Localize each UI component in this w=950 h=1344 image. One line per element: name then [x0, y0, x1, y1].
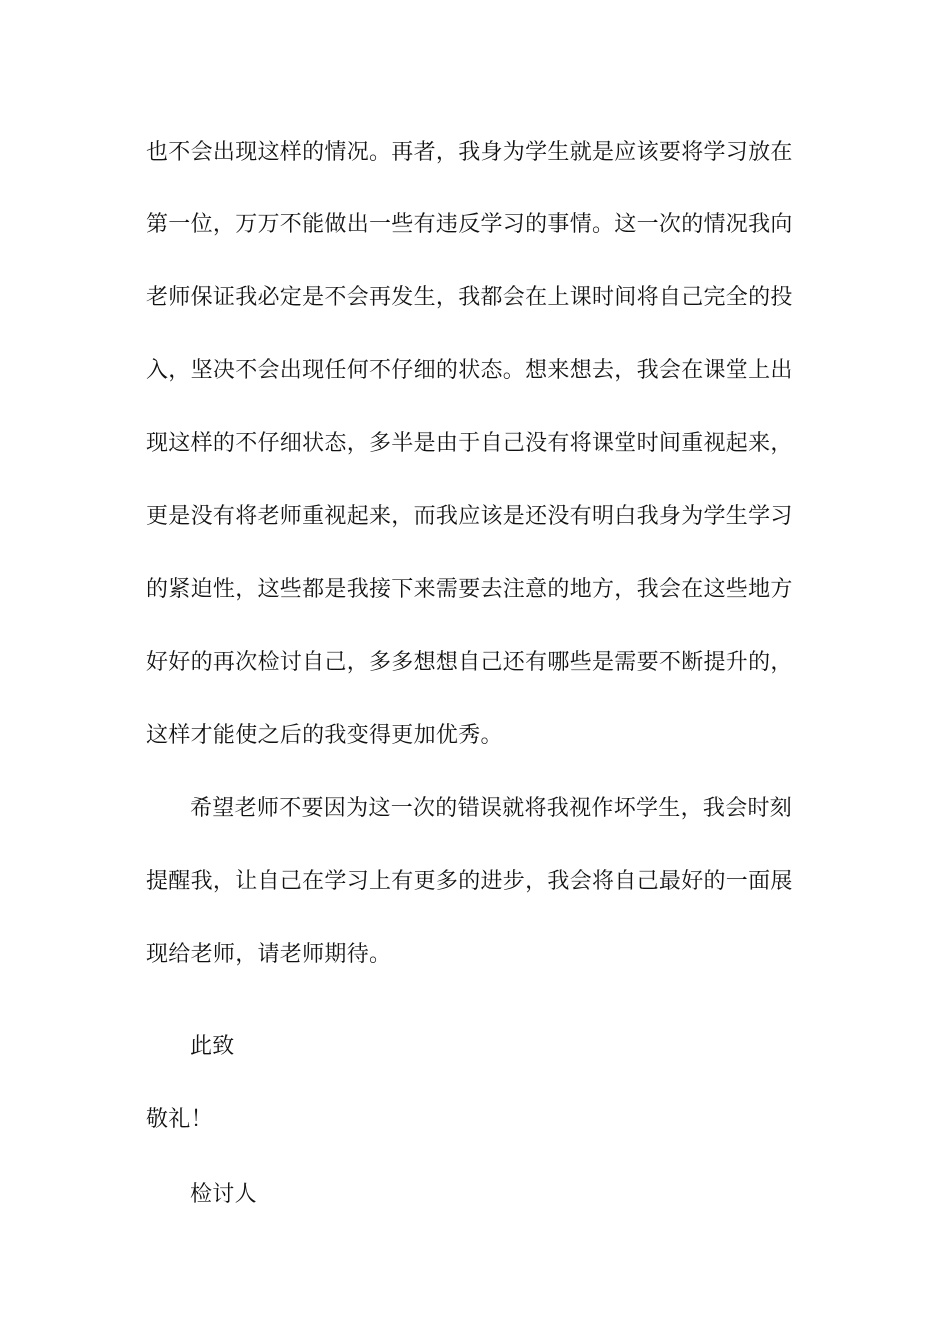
signature-label: 检讨人 [190, 1182, 257, 1207]
closing-salutation: 此致 [190, 1034, 235, 1059]
paragraph-line: 好好的再次检讨自己，多多想想自己还有哪些是需要不断提升的， [146, 650, 793, 675]
paragraph-line: 的紧迫性，这些都是我接下来需要去注意的地方，我会在这些地方 [146, 577, 793, 602]
paragraph-line: 现这样的不仔细状态，多半是由于自己没有将课堂时间重视起来， [146, 431, 793, 456]
paragraph-line: 提醒我，让自己在学习上有更多的进步，我会将自己最好的一面展 [146, 869, 793, 894]
paragraph-line: 第一位，万万不能做出一些有违反学习的事情。这一次的情况我向 [146, 212, 793, 237]
closing-regards: 敬礼！ [146, 1107, 213, 1132]
paragraph-line: 更是没有将老师重视起来，而我应该是还没有明白我身为学生学习 [146, 504, 793, 529]
paragraph-line: 老师保证我必定是不会再发生，我都会在上课时间将自己完全的投 [146, 285, 793, 310]
paragraph-line: 这样才能使之后的我变得更加优秀。 [146, 723, 503, 748]
paragraph-line: 现给老师，请老师期待。 [146, 942, 392, 967]
paragraph-line: 希望老师不要因为这一次的错误就将我视作坏学生，我会时刻 [190, 796, 793, 821]
paragraph-line: 入，坚决不会出现任何不仔细的状态。想来想去，我会在课堂上出 [146, 358, 793, 383]
paragraph-line: 也不会出现这样的情况。再者，我身为学生就是应该要将学习放在 [146, 140, 793, 165]
